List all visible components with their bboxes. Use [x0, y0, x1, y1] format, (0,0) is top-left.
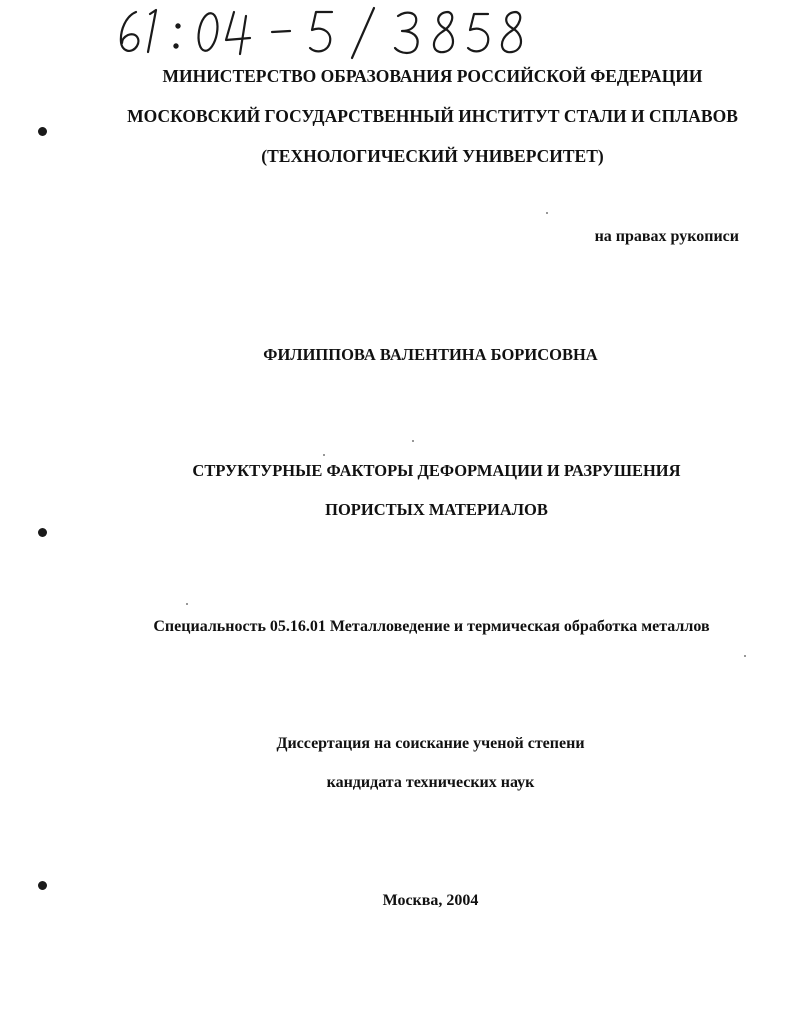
manuscript-rights-note: на правах рукописи: [594, 228, 739, 245]
ministry-heading: МИНИСТЕРСТВО ОБРАЗОВАНИЯ РОССИЙСКОЙ ФЕДЕРАЦИИ: [162, 66, 703, 86]
scan-speck: [412, 440, 414, 442]
specialty-line: Специальность 05.16.01 Металловедение и термическая обработка металлов: [153, 618, 710, 635]
punch-hole-mark: [38, 127, 47, 136]
punch-hole-mark: [38, 881, 47, 890]
punch-hole-mark: [38, 528, 47, 537]
degree-line-1: Диссертация на соискание ученой степени: [276, 735, 585, 752]
institute-heading: МОСКОВСКИЙ ГОСУДАРСТВЕННЫЙ ИНСТИТУТ СТАЛИ И СПЛАВОВ: [127, 106, 738, 126]
degree-line-2: кандидата технических наук: [326, 774, 535, 791]
handwritten-archive-code: [112, 2, 532, 64]
author-name: ФИЛИППОВА ВАЛЕНТИНА БОРИСОВНА: [263, 345, 598, 364]
scan-speck: [546, 212, 548, 214]
university-heading: (ТЕХНОЛОГИЧЕСКИЙ УНИВЕРСИТЕТ): [261, 146, 604, 166]
handwritten-code-drawing: [112, 2, 532, 64]
scan-speck: [186, 603, 188, 605]
scan-speck: [744, 655, 746, 657]
place-year: Москва, 2004: [382, 892, 479, 909]
dissertation-title-line-1: СТРУКТУРНЫЕ ФАКТОРЫ ДЕФОРМАЦИИ И РАЗРУШЕНИЯ: [192, 461, 681, 480]
scan-speck: [323, 454, 325, 456]
dissertation-title-line-2: ПОРИСТЫХ МАТЕРИАЛОВ: [325, 500, 548, 519]
